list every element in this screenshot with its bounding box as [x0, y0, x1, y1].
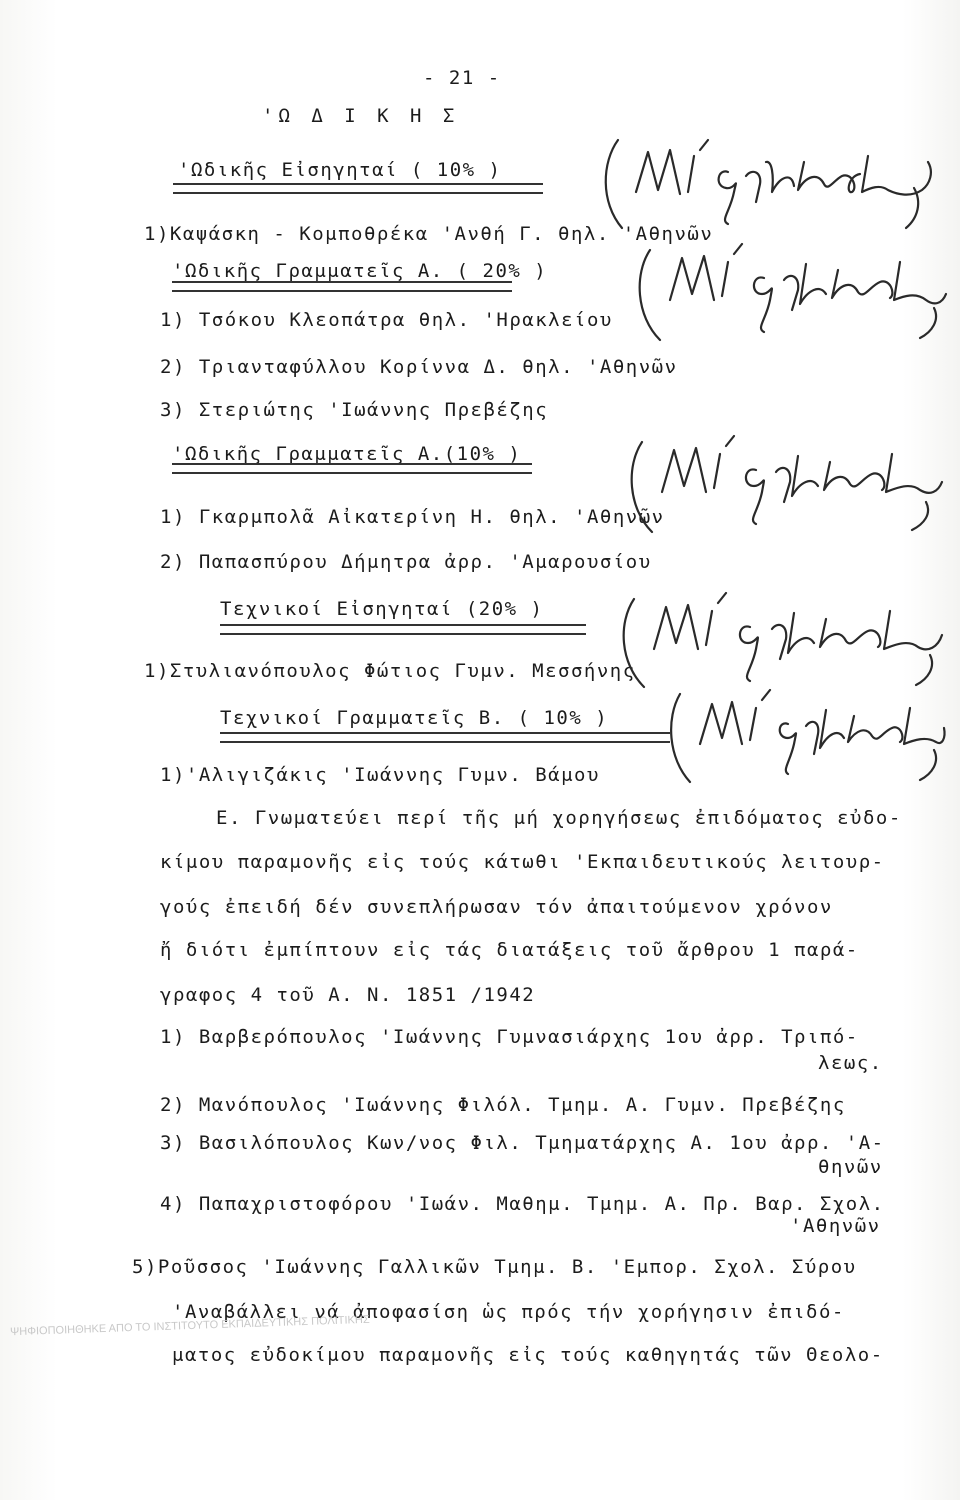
list-item: 3) Βασιλόπουλος Κων/νος Φιλ. Τμηματάρχης Α. 1ου ἀρρ. 'Α- [160, 1132, 885, 1154]
odikis-eisigitai-heading: 'Ωδικῆς Εἰσηγηταί ( 10% ) [178, 159, 502, 181]
heading-double-rule [172, 281, 512, 292]
list-item: 2) Μανόπουλος 'Ιωάννης Φιλόλ. Τμημ. Α. Γυμν. Πρεβέζης [160, 1094, 846, 1116]
list-item: 5)Ροῦσσος 'Ιωάννης Γαλλικῶν Τμημ. Β. 'Εμπορ. Σχολ. Σύρου [132, 1256, 857, 1278]
list-item: 1) Βαρβερόπουλος 'Ιωάννης Γυμνασιάρχης 1ου ἀρρ. Τριπό- [160, 1026, 859, 1048]
heading-double-rule [220, 624, 586, 635]
list-item: 1) Τσόκου Κλεοπάτρα θηλ. 'Ηρακλείου [160, 309, 613, 331]
odikis-grammateis-a10-heading: 'Ωδικῆς Γραμματεῖς Α.(10% ) [172, 443, 522, 465]
paragraph-line: Ε. Γνωματεύει περί τῆς μή χορηγήσεως ἐπιδόματος εὐδο- [216, 807, 902, 829]
technikoi-grammateis-heading: Τεχνικοί Γραμματεῖς Β. ( 10% ) [220, 707, 609, 729]
list-item-continuation: 'Αθηνῶν [790, 1215, 881, 1237]
page-number: - 21 - [423, 67, 501, 89]
list-item: 1) Γκαρμπολᾶ Αἰκατερίνη Η. θηλ. 'Αθηνῶν [160, 506, 665, 528]
handwritten-note [596, 132, 936, 232]
section-title: 'Ω Δ Ι Κ Η Σ [262, 105, 460, 127]
paragraph-line: γούς ἐπειδή δέν συνεπλήρωσαν τόν ἀπαιτούμενον χρόνον [160, 896, 833, 918]
list-item: 3) Στεριώτης 'Ιωάννης Πρεβέζης [160, 399, 549, 421]
list-item: 1)Στυλιανόπουλος Φώτιος Γυμν. Μεσσήνης [144, 660, 636, 682]
handwritten-note [620, 420, 950, 535]
heading-double-rule [220, 732, 670, 743]
list-item: 1)Καψάσκη - Κομποθρέκα 'Ανθή Γ. θηλ. 'Αθηνῶν [144, 223, 714, 245]
handwritten-note [660, 680, 950, 785]
heading-double-rule [172, 463, 532, 474]
paragraph-line: 'Αναβάλλει νά ἀποφασίση ὡς πρός τήν χορήγησιν ἐπιδό- [172, 1301, 845, 1323]
margin-stamp: ΨΗΦΙΟΠΟΙΗΘΗΚΕ ΑΠΟ ΤΟ ΙΝΣΤΙΤΟΥΤΟ ΕΚΠΑΙΔΕΥΤΙΚΗΣ ΠΟΛΙΤΙΚΗΣ [9, 1313, 370, 1339]
paragraph-line: κίμου παραμονῆς εἰς τούς κάτωθι 'Εκπαιδευτικούς λειτουρ- [160, 851, 885, 873]
list-item: 4) Παπαχριστοφόρου 'Ιωάν. Μαθημ. Τμημ. Α. Πρ. Βαρ. Σχολ. [160, 1193, 885, 1215]
technikoi-eisigitai-heading: Τεχνικοί Εἰσηγηταί (20% ) [220, 598, 544, 620]
handwritten-note [612, 585, 952, 690]
list-item: 2) Τριανταφύλλου Κορίννα Δ. θηλ. 'Αθηνῶν [160, 356, 678, 378]
paragraph-line: ἤ διότι ἐμπίπτουν εἰς τάς διατάξεις τοῦ ἄρθρου 1 παρά- [160, 939, 859, 961]
list-item-continuation: λεως. [818, 1052, 883, 1074]
list-item: 1)'Αλιγιζάκις 'Ιωάννης Γυμν. Βάμου [160, 764, 600, 786]
paragraph-line: ματος εὐδοκίμου παραμονῆς εἰς τούς καθηγητάς τῶν Θεολο- [172, 1344, 884, 1366]
list-item: 2) Παπασπύρου Δήμητρα ἀρρ. 'Αμαρουσίου [160, 551, 652, 573]
odikis-grammateis-a20-heading: 'Ωδικῆς Γραμματεῖς Α. ( 20% ) [172, 260, 548, 282]
heading-double-rule [173, 183, 543, 194]
paragraph-line: γραφος 4 τοῦ Α. Ν. 1851 /1942 [160, 984, 536, 1006]
list-item-continuation: θηνῶν [818, 1156, 883, 1178]
handwritten-note [630, 234, 950, 344]
